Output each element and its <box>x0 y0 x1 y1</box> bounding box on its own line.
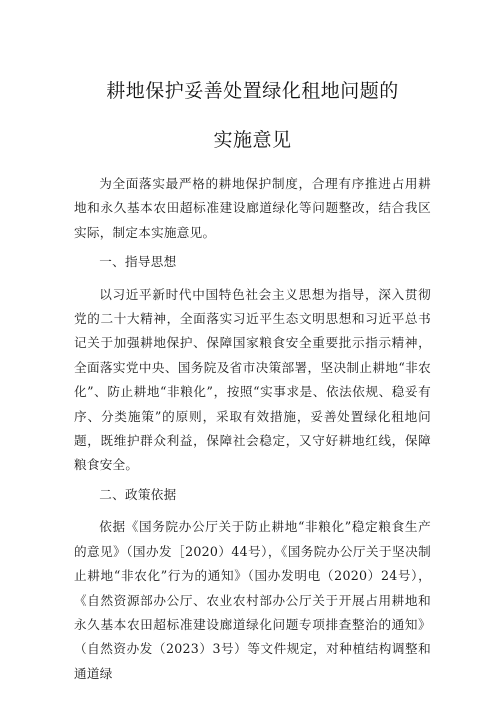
document-title-line1: 耕地保护妥善处置绿化租地问题的 <box>106 80 399 102</box>
section-text-policy-basis: 依据《国务院办公厅关于防止耕地“非粮化”稳定粮食生产的意见》（国办发［2020）44号），《国务院办公厅关于坚决制止耕地“非农化”行为的通知》（国办发明电（2020）24号），《自然资源部办公厅、农业农村部办公厅关于开展占用耕地和永久基本农田超标准建设廊道绿化问题专项排查整治的通知》（自然资办发（2023）3号）等文件规定，对种植结构调整和通道绿 <box>74 519 431 681</box>
document-title-line2: 实施意见 <box>213 129 292 151</box>
section-heading-policy-basis: 二、政策依据 <box>99 486 177 502</box>
section-heading-guiding-ideology: 一、指导思想 <box>99 254 177 270</box>
section-text-guiding-ideology: 以习近平新时代中国特色社会主义思想为指导，深入贯彻党的二十大精神，全面落实习近平生态文明思想和习近平总书记关于加强耕地保护、保障国家粮食安全重要批示指示精神，全面落实党中央、国务院及省市决策部署，坚决制止耕地“非农化”、防止耕地“非粮化”，按照“实事求是、依法依规、稳妥有序、分类施策”的原则，采取有效措施，妥善处置绿化租地问题，既维护群众利益，保障社会稳定，又守好耕地红线，保障粮食安全。 <box>74 286 431 473</box>
intro-paragraph: 为全面落实最严格的耕地保护制度，合理有序推进占用耕地和永久基本农田超标准建设廊道绿化等问题整改，结合我区实际，制定本实施意见。 <box>74 176 431 240</box>
document-body <box>74 172 431 686</box>
